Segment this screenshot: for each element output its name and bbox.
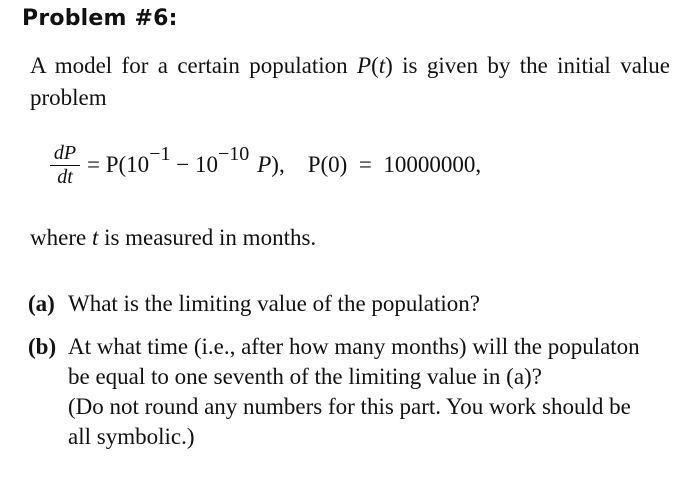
- part-b-text: [68, 332, 678, 452]
- problem-heading: Problem #6:: [22, 6, 178, 31]
- part-a: [28, 289, 678, 319]
- part-a-label: (a): [28, 291, 55, 316]
- problem-intro: [30, 50, 670, 114]
- equals-sign-1: =: [87, 152, 100, 177]
- part-a-line: What is the limiting value of the population?: [68, 291, 480, 316]
- part-b-line2: be equal to one seventh of the limiting value in (a)?: [68, 364, 542, 389]
- where-t: t: [91, 225, 99, 250]
- where-before: where: [30, 225, 87, 250]
- intro-line1-start: A model for a certain population: [30, 53, 348, 78]
- derivative-fraction: [50, 140, 80, 188]
- part-b-label: (b): [28, 334, 57, 359]
- exponent-2: −10: [217, 143, 250, 166]
- part-b: [28, 332, 678, 452]
- initial-condition-value: 10000000,: [383, 152, 482, 177]
- intro-line1-end: is given by the initial: [402, 53, 611, 78]
- part-b-line1: At what time (i.e., after how many months) will the populaton: [68, 334, 640, 359]
- where-line: [30, 223, 316, 253]
- equation-rhs: [87, 143, 482, 180]
- exponent-1: −1: [149, 143, 171, 166]
- intro-P: P: [357, 53, 372, 78]
- intro-rparen: ): [385, 53, 393, 78]
- fraction-numerator: dP: [53, 142, 77, 164]
- intro-line2: value problem: [30, 53, 671, 110]
- part-b-line4: all symbolic.): [68, 424, 195, 449]
- part-a-text: [68, 289, 678, 319]
- rhs-start: P(10: [105, 152, 150, 177]
- intro-t: t: [378, 53, 386, 78]
- where-after: is measured in months.: [104, 225, 317, 250]
- intro-lparen: (: [371, 53, 379, 78]
- differential-equation: [50, 140, 650, 200]
- initial-condition-lhs: P(0): [307, 152, 348, 177]
- rhs-close: ),: [271, 152, 285, 177]
- rhs-P: P: [257, 152, 272, 177]
- fraction-denominator: dt: [57, 166, 73, 188]
- equals-sign-2: =: [358, 152, 372, 177]
- part-b-line3: (Do not round any numbers for this part. You work should be: [68, 394, 631, 419]
- rhs-minus: − 10: [170, 152, 218, 177]
